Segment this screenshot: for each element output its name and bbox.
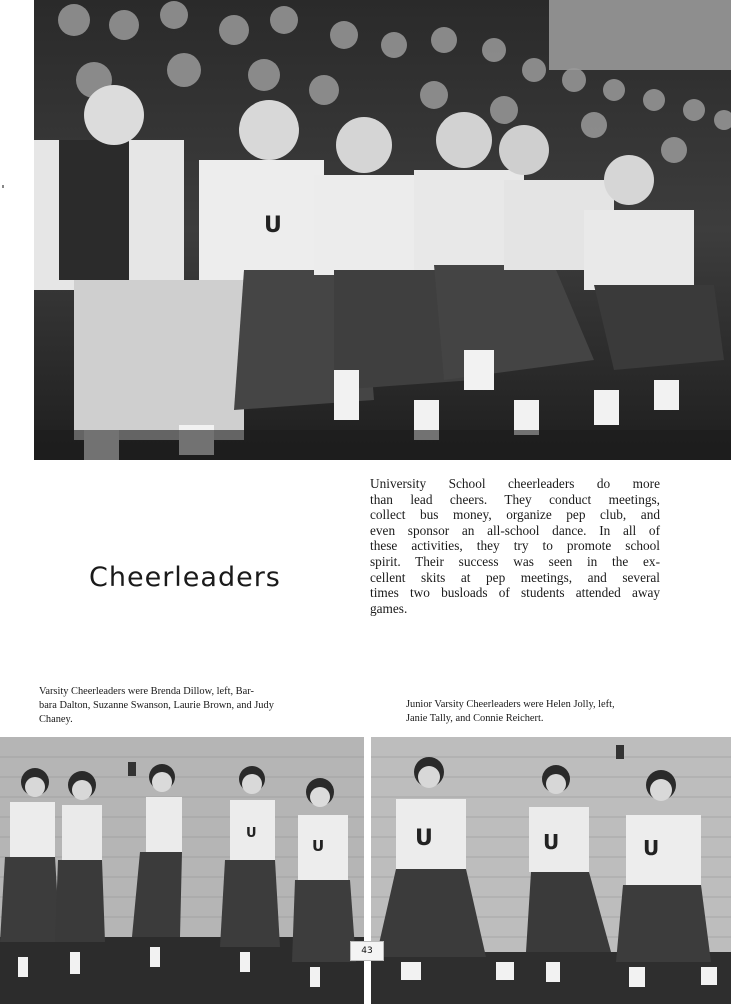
page-number: 43 [350,941,384,961]
page-title: Cheerleaders [89,562,281,593]
caption-line: Varsity Cheerleaders were Brenda Dillow, left, Bar- [39,686,254,697]
varsity-photo-illustration [0,737,364,1004]
varsity-sweater-letter-2: U [312,837,325,855]
jv-sweater-letter-1: U [415,826,433,851]
junior-varsity-caption [406,698,706,726]
jv-sweater-letter-2: U [543,830,560,854]
body-line: games. [370,600,408,616]
varsity-caption [39,685,334,726]
body-line: times two busloads of students attended away [370,585,660,601]
jv-photo-illustration [371,737,731,1004]
caption-line: Chaney. [39,713,73,725]
body-line: these activities, they try to promote school [370,538,660,554]
body-line: spirit. Their success was seen in the ex- [370,553,660,569]
varsity-cheerleaders-photo [0,737,364,1004]
caption-line: bara Dalton, Suzanne Swanson, Laurie Brown, and Judy [39,699,274,711]
varsity-sweater-letter-1: U [246,826,257,841]
body-line: collect bus money, organize pep club, and [370,507,660,523]
junior-varsity-cheerleaders-photo [371,737,731,1004]
crowd-sweater-letter-1: U [264,213,282,238]
body-line: University School cheerleaders do more [370,476,660,491]
caption-line: Janie Tally, and Connie Reichert. [406,712,544,724]
body-line: than lead cheers. They conduct meetings, [370,491,660,507]
body-line: even sponsor an all-school dance. In all of [370,522,660,538]
jv-sweater-letter-3: U [643,836,660,860]
article-body [370,476,660,616]
crowd-photo [34,0,731,460]
body-line: cellent skits at pep meetings, and several [370,569,660,585]
scan-mark [2,185,4,188]
caption-line: Junior Varsity Cheerleaders were Helen Jolly, left, [406,699,615,710]
crowd-photo-illustration [34,0,731,460]
